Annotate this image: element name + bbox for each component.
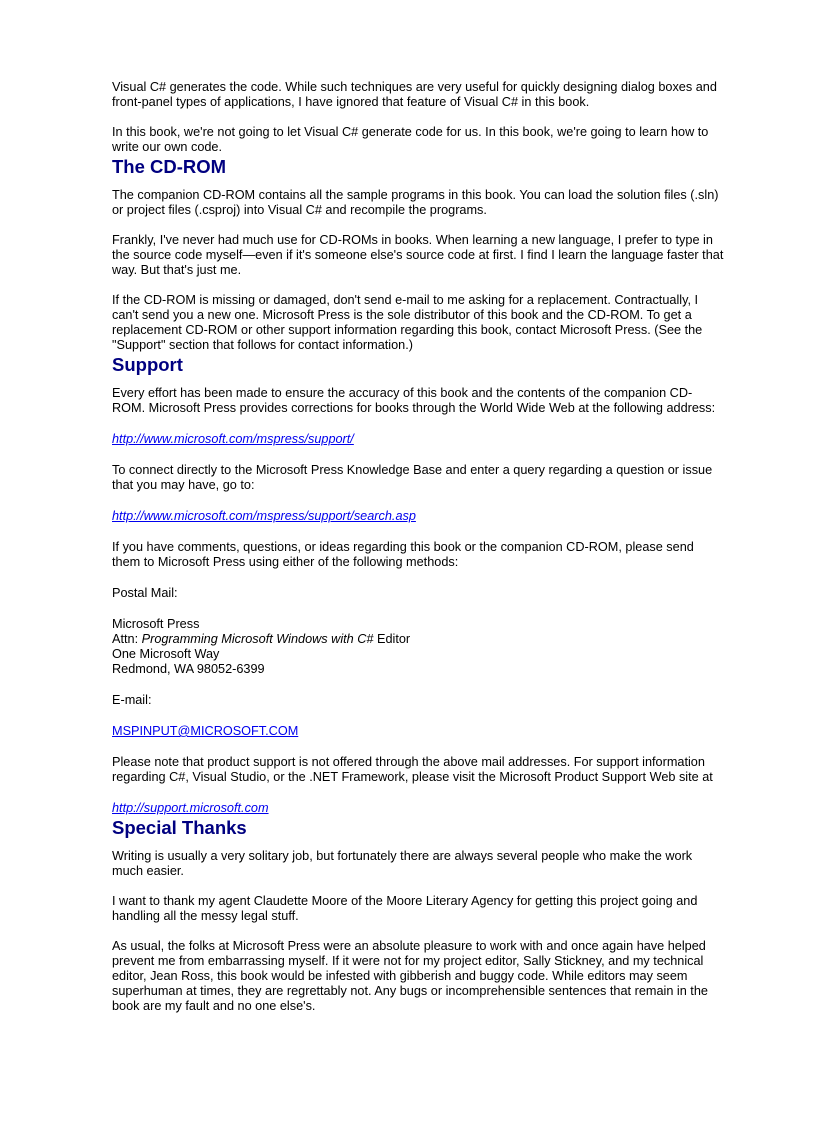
- thanks-heading: Special Thanks: [112, 817, 247, 838]
- support-link-3-line: [112, 801, 724, 816]
- product-support-link[interactable]: http://support.microsoft.com: [112, 801, 269, 815]
- support-paragraph-2: To connect directly to the Microsoft Press Knowledge Base and enter a query regarding a question or issue that you may have, go to:: [112, 463, 713, 492]
- support-link-1-line: [112, 432, 724, 447]
- support-corrections-link[interactable]: http://www.microsoft.com/mspress/support/: [112, 432, 354, 446]
- email-line: [112, 724, 724, 739]
- cdrom-paragraph-3: If the CD-ROM is missing or damaged, don't send e-mail to me asking for a replacement. Contractually, I can't send you a new one. Microsoft Press is the sole distributor of this book and the CD-ROM. To get a replacement CD-ROM or other support information regarding this book, contact Microsoft Press. (See the "Support" section that follows for contact information.): [112, 293, 703, 352]
- postal-mail-label: Postal Mail:: [112, 586, 178, 600]
- support-heading: Support: [112, 354, 183, 375]
- support-email-link[interactable]: MSPINPUT@MICROSOFT.COM: [112, 724, 299, 738]
- support-link-2-line: [112, 509, 724, 524]
- cdrom-paragraph-2: Frankly, I've never had much use for CD-ROMs in books. When learning a new language, I prefer to type in the source code myself—even if it's someone else's source code at first. I find I learn the language faster that way. But that's just me.: [112, 233, 724, 277]
- address-line-3: One Microsoft Way: [112, 647, 220, 661]
- page-body: [112, 80, 724, 1014]
- thanks-paragraph-3: As usual, the folks at Microsoft Press were an absolute pleasure to work with and once again have helped prevent me from embarrassing myself. If it were not for my project editor, Sally Stickney, and my technical editor, Jean Ross, this book would be infested with gibberish and buggy code. While editors may seem superhuman at times, they are regrettably not. Any bugs or incomprehensible sentences that remain in the book are my fault and no one else's.: [112, 939, 708, 1013]
- address-line-1: Microsoft Press: [112, 617, 200, 631]
- support-paragraph-3: If you have comments, questions, or ideas regarding this book or the companion CD-ROM, please send them to Microsoft Press using either of the following methods:: [112, 540, 694, 569]
- address-attn-line: [112, 632, 724, 647]
- support-paragraph-4: Please note that product support is not offered through the above mail addresses. For support information regarding C#, Visual Studio, or the .NET Framework, please visit the Microsoft Product Support Web site at: [112, 755, 713, 784]
- email-label: E-mail:: [112, 693, 152, 707]
- thanks-paragraph-2: I want to thank my agent Claudette Moore of the Moore Literary Agency for getting this project going and handling all the messy legal stuff.: [112, 894, 698, 923]
- cdrom-paragraph-1: The companion CD-ROM contains all the sample programs in this book. You can load the solution files (.sln) or project files (.csproj) into Visual C# and recompile the programs.: [112, 188, 719, 217]
- attn-prefix: Attn:: [112, 632, 142, 646]
- intro-paragraph-1: Visual C# generates the code. While such techniques are very useful for quickly designing dialog boxes and front-panel types of applications, I have ignored that feature of Visual C# in this book.: [112, 80, 717, 109]
- intro-paragraph-2: In this book, we're not going to let Visual C# generate code for us. In this book, we're going to learn how to write our own code.: [112, 125, 709, 154]
- cdrom-heading: The CD-ROM: [112, 156, 227, 177]
- attn-suffix: Editor: [373, 632, 411, 646]
- thanks-paragraph-1: Writing is usually a very solitary job, but fortunately there are always several people who make the work much easier.: [112, 849, 693, 878]
- address-line-4: Redmond, WA 98052-6399: [112, 662, 265, 676]
- attn-book-title: Programming Microsoft Windows with C#: [141, 632, 374, 646]
- support-paragraph-1: Every effort has been made to ensure the accuracy of this book and the contents of the companion CD-ROM. Microsoft Press provides corrections for books through the World Wide Web at the following address:: [112, 386, 716, 415]
- support-search-link[interactable]: http://www.microsoft.com/mspress/support/search.asp: [112, 509, 416, 523]
